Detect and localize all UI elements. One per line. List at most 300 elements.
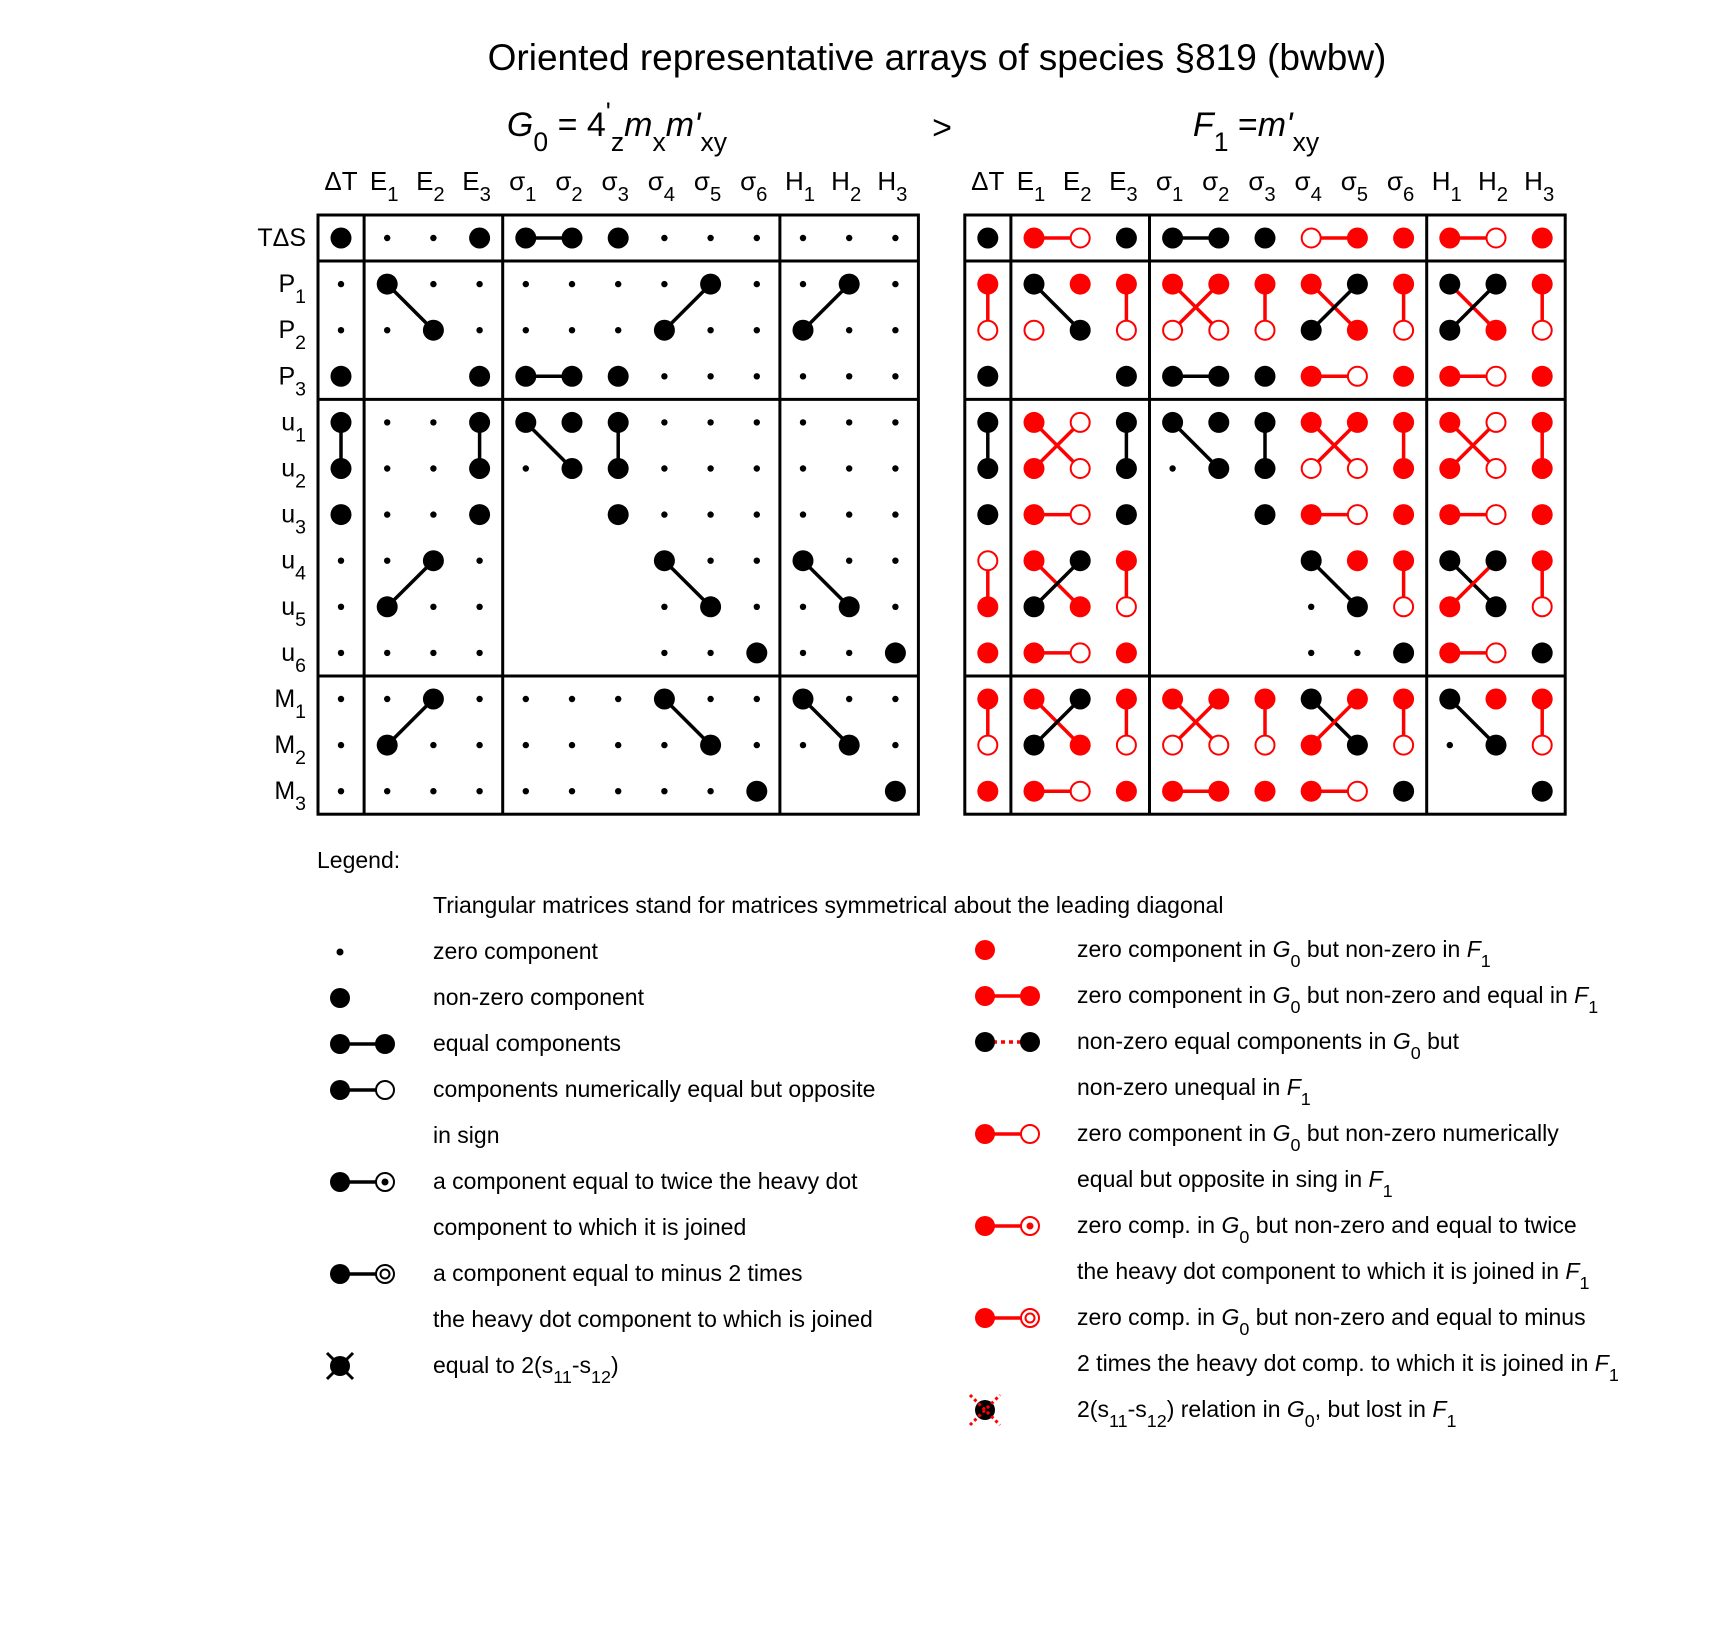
- g0-zero-dot: [338, 742, 344, 748]
- f1-new-nonzero-dot: [1486, 689, 1507, 710]
- g0-zero-dot: [846, 465, 852, 471]
- f1-new-nonzero-dot: [1393, 228, 1414, 249]
- f1-col-9: $\sigma_6$: [1386, 166, 1415, 206]
- g0-zero-dot: [754, 419, 760, 425]
- f1-nonzero-dot: [1486, 550, 1507, 571]
- f1-nonzero-dot: [1024, 596, 1045, 617]
- legend-right-text-6: $2(s_{11}-s_{12})$ relation in $G_0$, but lost in $F_1$: [1077, 1396, 1457, 1431]
- g0-zero-dot: [523, 281, 529, 287]
- f1-new-nonzero-dot: [1532, 689, 1553, 710]
- f1-nonzero-dot: [1532, 642, 1553, 663]
- g0-zero-dot: [754, 373, 760, 379]
- g0-zero-dot: [476, 650, 482, 656]
- f1-new-nonzero-dot: [1439, 228, 1460, 249]
- f1-new-nonzero-dot: [1347, 689, 1368, 710]
- g0-zero-dot: [338, 650, 344, 656]
- f1-new-nonzero-dot: [1070, 274, 1091, 295]
- f1-new-nonzero-dot: [1393, 274, 1414, 295]
- legend-left-text-5: the heavy dot component to which is joined: [433, 1306, 873, 1332]
- g0-zero-dot: [892, 235, 898, 241]
- matrix-panel-g0: [257, 166, 918, 815]
- f1-opposite-dot: [1117, 597, 1136, 616]
- f1-new-nonzero-dot: [1532, 504, 1553, 525]
- g0-zero-dot: [569, 281, 575, 287]
- f1-nonzero-dot: [1439, 320, 1460, 341]
- f1-opposite-dot: [1256, 736, 1275, 755]
- g0-nonzero-dot: [562, 228, 583, 249]
- f1-opposite-dot: [1071, 413, 1090, 432]
- f1-new-nonzero-dot: [1162, 781, 1183, 802]
- f1-new-nonzero-dot: [1439, 366, 1460, 387]
- f1-opposite-dot: [1302, 229, 1321, 248]
- g0-col-1: $E_1$: [369, 166, 399, 206]
- f1-nonzero-dot: [1255, 366, 1276, 387]
- f1-zero-dot: [1308, 650, 1314, 656]
- g0-zero-dot: [615, 281, 621, 287]
- g0-zero-dot: [661, 604, 667, 610]
- legend-left-text-3: components numerically equal but opposite: [433, 1076, 876, 1102]
- f1-new-nonzero-dot: [1208, 689, 1229, 710]
- f1-opposite-dot: [1256, 321, 1275, 340]
- f1-new-nonzero-dot: [1439, 642, 1460, 663]
- f1-nonzero-dot: [1208, 366, 1229, 387]
- f1-nonzero-dot: [1486, 596, 1507, 617]
- g0-zero-dot: [615, 327, 621, 333]
- g0-zero-dot: [846, 373, 852, 379]
- g0-nonzero-dot: [469, 504, 490, 525]
- f1-nonzero-dot: [1255, 228, 1276, 249]
- f1-col-8: $\sigma_5$: [1340, 166, 1369, 206]
- g0-nonzero-dot: [793, 689, 814, 710]
- f1-nonzero-dot: [1024, 274, 1045, 295]
- g0-zero-dot: [754, 327, 760, 333]
- f1-new-nonzero-dot: [1439, 596, 1460, 617]
- f1-opposite-dot: [1348, 459, 1367, 478]
- f1-nonzero-dot: [1255, 412, 1276, 433]
- f1-col-1: $E_1$: [1016, 166, 1046, 206]
- row-label-0: TΔS: [257, 224, 306, 252]
- g0-zero-dot: [800, 235, 806, 241]
- g0-zero-dot: [707, 235, 713, 241]
- f1-new-nonzero-dot: [977, 274, 998, 295]
- f1-opposite-dot: [1533, 736, 1552, 755]
- g0-zero-dot: [384, 327, 390, 333]
- g0-zero-dot: [430, 465, 436, 471]
- legend-right-text-2: non-zero unequal in $F_1$: [1077, 1074, 1311, 1109]
- group-f1-label: $F_1 =m'_{xy}$: [1192, 106, 1320, 157]
- g0-nonzero-dot: [700, 735, 721, 756]
- f1-opposite-dot: [1025, 321, 1044, 340]
- f1-opposite-dot: [1487, 229, 1506, 248]
- f1-new-nonzero-dot: [1301, 366, 1322, 387]
- group-relation: >: [932, 109, 952, 147]
- twice-link-icon: [330, 1172, 394, 1192]
- f1-nonzero-dot: [1393, 642, 1414, 663]
- g0-nonzero-dot: [515, 228, 536, 249]
- g0-zero-dot: [569, 327, 575, 333]
- g0-zero-dot: [892, 604, 898, 610]
- g0-zero-dot: [892, 742, 898, 748]
- f1-col-11: $H_2$: [1477, 166, 1509, 206]
- g0-nonzero-dot: [885, 781, 906, 802]
- f1-new-nonzero-dot: [1024, 458, 1045, 479]
- f1-nonzero-dot: [1162, 366, 1183, 387]
- f1-zero-dot: [1354, 650, 1360, 656]
- f1-new-nonzero-dot: [1301, 412, 1322, 433]
- minus-twice-link-icon: [330, 1264, 394, 1284]
- lost-crossed-dot-icon: [970, 1395, 1000, 1425]
- f1-opposite-dot: [1163, 321, 1182, 340]
- row-label-1: $P_1$: [278, 270, 306, 309]
- f1-nonzero-dot: [1070, 320, 1091, 341]
- g0-zero-dot: [754, 558, 760, 564]
- g0-nonzero-dot: [377, 274, 398, 295]
- row-label-9: $u_6$: [281, 638, 306, 677]
- legend-heading: Legend:: [317, 847, 401, 873]
- g0-zero-dot: [846, 511, 852, 517]
- g0-col-3: $E_3$: [462, 166, 491, 206]
- big-dot-icon: [330, 988, 350, 1008]
- f1-new-nonzero-dot: [1532, 550, 1553, 571]
- g0-zero-dot: [476, 558, 482, 564]
- f1-col-10: $H_1$: [1431, 166, 1462, 206]
- g0-nonzero-dot: [377, 735, 398, 756]
- crossed-dot-icon: [327, 1353, 353, 1379]
- g0-col-10: $H_1$: [784, 166, 816, 206]
- g0-nonzero-dot: [839, 596, 860, 617]
- f1-new-nonzero-dot: [1255, 781, 1276, 802]
- f1-opposite-dot: [1394, 321, 1413, 340]
- g0-nonzero-dot: [515, 412, 536, 433]
- legend-right-text-4: the heavy dot component to which it is joined in $F_1$: [1077, 1258, 1590, 1293]
- small-dot-icon: [337, 949, 344, 956]
- g0-nonzero-dot: [608, 366, 629, 387]
- legend-left-text-4: a component equal to twice the heavy dot: [433, 1168, 858, 1194]
- legend-left-text-4: component to which it is joined: [433, 1214, 747, 1240]
- g0-nonzero-dot: [793, 320, 814, 341]
- f1-new-nonzero-dot: [1393, 504, 1414, 525]
- g0-zero-dot: [338, 327, 344, 333]
- g0-zero-dot: [430, 281, 436, 287]
- f1-nonzero-dot: [1347, 596, 1368, 617]
- row-label-6: $u_3$: [281, 500, 306, 539]
- g0-zero-dot: [846, 558, 852, 564]
- g0-zero-dot: [476, 696, 482, 702]
- g0-zero-dot: [430, 604, 436, 610]
- g0-nonzero-dot: [700, 274, 721, 295]
- g0-zero-dot: [384, 558, 390, 564]
- g0-nonzero-dot: [469, 412, 490, 433]
- g0-zero-dot: [661, 650, 667, 656]
- f1-new-nonzero-dot: [1347, 412, 1368, 433]
- g0-nonzero-dot: [469, 458, 490, 479]
- row-label-3: $P_3$: [278, 362, 306, 401]
- g0-nonzero-dot: [331, 504, 352, 525]
- f1-nonzero-dot: [1208, 412, 1229, 433]
- group-headings: [507, 97, 1320, 157]
- g0-zero-dot: [661, 281, 667, 287]
- f1-opposite-dot: [1209, 321, 1228, 340]
- row-label-8: $u_5$: [281, 592, 306, 631]
- g0-zero-dot: [384, 788, 390, 794]
- g0-zero-dot: [707, 696, 713, 702]
- f1-new-nonzero-dot: [1347, 320, 1368, 341]
- g0-zero-dot: [661, 788, 667, 794]
- f1-nonzero-dot: [1393, 781, 1414, 802]
- g0-zero-dot: [892, 373, 898, 379]
- g0-nonzero-dot: [608, 504, 629, 525]
- f1-zero-dot: [1308, 604, 1314, 610]
- g0-nonzero-dot: [331, 412, 352, 433]
- f1-new-nonzero-dot: [1393, 412, 1414, 433]
- group-g0-label: $G_0 = 4'_zm_xm'_{xy}$: [506, 97, 728, 157]
- g0-nonzero-dot: [423, 689, 444, 710]
- f1-zero-dot: [1447, 742, 1453, 748]
- f1-new-nonzero-dot: [1162, 689, 1183, 710]
- g0-col-12: $H_3$: [877, 166, 908, 206]
- f1-opposite-dot: [1348, 505, 1367, 524]
- g0-zero-dot: [754, 235, 760, 241]
- g0-zero-dot: [476, 604, 482, 610]
- g0-nonzero-dot: [793, 550, 814, 571]
- g0-zero-dot: [338, 696, 344, 702]
- legend-left-text-1: non-zero component: [433, 984, 644, 1010]
- g0-zero-dot: [800, 511, 806, 517]
- g0-nonzero-dot: [423, 550, 444, 571]
- f1-new-nonzero-dot: [1301, 504, 1322, 525]
- g0-zero-dot: [523, 696, 529, 702]
- g0-nonzero-dot: [700, 596, 721, 617]
- legend-note: Triangular matrices stand for matrices symmetrical about the leading diagonal: [433, 892, 1224, 918]
- g0-zero-dot: [569, 788, 575, 794]
- f1-nonzero-dot: [1439, 274, 1460, 295]
- g0-zero-dot: [615, 696, 621, 702]
- g0-zero-dot: [384, 511, 390, 517]
- f1-opposite-dot: [1071, 229, 1090, 248]
- f1-new-nonzero-dot: [1532, 274, 1553, 295]
- f1-col-0: ΔT: [971, 166, 1005, 196]
- f1-nonzero-dot: [1162, 228, 1183, 249]
- g0-zero-dot: [754, 696, 760, 702]
- f1-new-nonzero-dot: [1255, 274, 1276, 295]
- f1-opposite-dot: [1348, 367, 1367, 386]
- f1-new-nonzero-dot: [1532, 412, 1553, 433]
- opposite-link-icon: [330, 1080, 394, 1100]
- f1-opposite-dot: [1394, 736, 1413, 755]
- f1-new-nonzero-dot: [1439, 458, 1460, 479]
- f1-new-nonzero-dot: [1347, 228, 1368, 249]
- f1-opposite-dot: [978, 736, 997, 755]
- f1-nonzero-dot: [977, 458, 998, 479]
- f1-new-nonzero-dot: [977, 596, 998, 617]
- f1-new-nonzero-dot: [1439, 504, 1460, 525]
- red-minus-twice-link-icon: [975, 1308, 1039, 1328]
- f1-nonzero-dot: [977, 504, 998, 525]
- f1-opposite-dot: [1533, 321, 1552, 340]
- legend-right-text-4: zero comp. in $G_0$ but non-zero and equal to twice: [1077, 1212, 1577, 1247]
- f1-opposite-dot: [978, 551, 997, 570]
- matrix-panel-f1: [965, 166, 1565, 814]
- row-label-7: $u_4$: [281, 546, 306, 585]
- f1-nonzero-dot: [977, 228, 998, 249]
- f1-new-nonzero-dot: [1070, 596, 1091, 617]
- legend-right-text-5: 2 times the heavy dot comp. to which it is joined in $F_1$: [1077, 1350, 1619, 1385]
- f1-new-nonzero-dot: [1162, 274, 1183, 295]
- g0-nonzero-dot: [562, 458, 583, 479]
- f1-nonzero-dot: [1347, 735, 1368, 756]
- f1-new-nonzero-dot: [1024, 228, 1045, 249]
- f1-new-nonzero-dot: [1024, 642, 1045, 663]
- row-label-5: $u_2$: [281, 454, 306, 493]
- g0-zero-dot: [476, 788, 482, 794]
- legend-right-text-0: zero component in $G_0$ but non-zero in $F_1$: [1077, 936, 1491, 971]
- g0-zero-dot: [892, 558, 898, 564]
- g0-zero-dot: [892, 327, 898, 333]
- f1-col-2: $E_2$: [1062, 166, 1092, 206]
- g0-zero-dot: [384, 235, 390, 241]
- row-label-4: $u_1$: [281, 408, 306, 447]
- f1-nonzero-dot: [1532, 781, 1553, 802]
- row-label-10: $M_1$: [274, 685, 306, 723]
- f1-opposite-dot: [1071, 459, 1090, 478]
- g0-zero-dot: [754, 742, 760, 748]
- f1-nonzero-dot: [1116, 412, 1137, 433]
- f1-opposite-dot: [1163, 736, 1182, 755]
- g0-nonzero-dot: [331, 366, 352, 387]
- f1-opposite-dot: [1117, 736, 1136, 755]
- g0-zero-dot: [569, 696, 575, 702]
- g0-zero-dot: [523, 742, 529, 748]
- legend-right-text-3: zero component in $G_0$ but non-zero numerically: [1077, 1120, 1559, 1155]
- f1-nonzero-dot: [1486, 735, 1507, 756]
- f1-new-nonzero-dot: [1070, 735, 1091, 756]
- lost-equal-link-icon: [975, 1032, 1040, 1052]
- f1-nonzero-dot: [1024, 735, 1045, 756]
- f1-new-nonzero-dot: [977, 642, 998, 663]
- g0-zero-dot: [430, 788, 436, 794]
- g0-nonzero-dot: [654, 550, 675, 571]
- g0-zero-dot: [707, 373, 713, 379]
- red-twice-link-icon: [975, 1216, 1039, 1236]
- g0-zero-dot: [707, 419, 713, 425]
- f1-opposite-dot: [1348, 782, 1367, 801]
- g0-zero-dot: [523, 788, 529, 794]
- f1-new-nonzero-dot: [1439, 412, 1460, 433]
- g0-zero-dot: [476, 327, 482, 333]
- g0-zero-dot: [338, 604, 344, 610]
- f1-nonzero-dot: [1116, 458, 1137, 479]
- f1-opposite-dot: [1302, 459, 1321, 478]
- g0-zero-dot: [892, 696, 898, 702]
- g0-col-4: $\sigma_1$: [509, 166, 537, 206]
- f1-new-nonzero-dot: [1024, 550, 1045, 571]
- g0-col-11: $H_2$: [831, 166, 862, 206]
- f1-new-nonzero-dot: [1486, 320, 1507, 341]
- f1-opposite-dot: [1117, 321, 1136, 340]
- g0-zero-dot: [846, 419, 852, 425]
- g0-zero-dot: [892, 419, 898, 425]
- g0-zero-dot: [430, 742, 436, 748]
- legend-right-text-1: zero component in $G_0$ but non-zero and equal in $F_1$: [1077, 982, 1599, 1017]
- f1-opposite-dot: [1394, 597, 1413, 616]
- red-opposite-link-icon: [975, 1124, 1039, 1144]
- g0-nonzero-dot: [885, 642, 906, 663]
- f1-opposite-dot: [1209, 736, 1228, 755]
- g0-zero-dot: [384, 696, 390, 702]
- f1-new-nonzero-dot: [1208, 274, 1229, 295]
- f1-new-nonzero-dot: [1024, 781, 1045, 802]
- f1-new-nonzero-dot: [1116, 642, 1137, 663]
- g0-zero-dot: [846, 696, 852, 702]
- f1-opposite-dot: [1487, 367, 1506, 386]
- g0-zero-dot: [707, 650, 713, 656]
- f1-new-nonzero-dot: [1024, 504, 1045, 525]
- f1-opposite-dot: [1487, 459, 1506, 478]
- g0-zero-dot: [846, 650, 852, 656]
- g0-nonzero-dot: [746, 781, 767, 802]
- f1-opposite-dot: [1487, 413, 1506, 432]
- f1-nonzero-dot: [977, 412, 998, 433]
- g0-zero-dot: [338, 558, 344, 564]
- f1-zero-dot: [1169, 465, 1175, 471]
- red-dot-icon: [975, 940, 995, 960]
- g0-zero-dot: [800, 373, 806, 379]
- g0-zero-dot: [661, 511, 667, 517]
- f1-nonzero-dot: [1116, 366, 1137, 387]
- g0-nonzero-dot: [469, 228, 490, 249]
- f1-col-4: $\sigma_1$: [1155, 166, 1184, 206]
- f1-nonzero-dot: [977, 366, 998, 387]
- f1-nonzero-dot: [1347, 274, 1368, 295]
- g0-zero-dot: [800, 465, 806, 471]
- f1-nonzero-dot: [1070, 689, 1091, 710]
- g0-zero-dot: [523, 327, 529, 333]
- g0-nonzero-dot: [608, 458, 629, 479]
- g0-col-2: $E_2$: [416, 166, 445, 206]
- f1-nonzero-dot: [1116, 504, 1137, 525]
- g0-zero-dot: [800, 650, 806, 656]
- f1-new-nonzero-dot: [1301, 735, 1322, 756]
- f1-new-nonzero-dot: [1301, 781, 1322, 802]
- f1-nonzero-dot: [1486, 274, 1507, 295]
- f1-new-nonzero-dot: [1116, 689, 1137, 710]
- g0-zero-dot: [430, 511, 436, 517]
- g0-zero-dot: [661, 742, 667, 748]
- g0-zero-dot: [800, 604, 806, 610]
- g0-zero-dot: [384, 465, 390, 471]
- f1-new-nonzero-dot: [1347, 550, 1368, 571]
- g0-nonzero-dot: [654, 689, 675, 710]
- f1-new-nonzero-dot: [977, 689, 998, 710]
- f1-new-nonzero-dot: [1532, 458, 1553, 479]
- g0-zero-dot: [661, 465, 667, 471]
- g0-zero-dot: [754, 465, 760, 471]
- g0-zero-dot: [846, 235, 852, 241]
- legend-left-text-3: in sign: [433, 1122, 500, 1148]
- g0-zero-dot: [707, 465, 713, 471]
- g0-nonzero-dot: [469, 366, 490, 387]
- g0-zero-dot: [661, 235, 667, 241]
- g0-col-8: $\sigma_5$: [693, 166, 722, 206]
- f1-nonzero-dot: [1301, 320, 1322, 341]
- f1-new-nonzero-dot: [1532, 366, 1553, 387]
- g0-col-7: $\sigma_4$: [647, 166, 676, 206]
- g0-zero-dot: [892, 281, 898, 287]
- legend-left-text-0: zero component: [433, 938, 598, 964]
- f1-opposite-dot: [978, 321, 997, 340]
- f1-new-nonzero-dot: [1116, 550, 1137, 571]
- g0-nonzero-dot: [654, 320, 675, 341]
